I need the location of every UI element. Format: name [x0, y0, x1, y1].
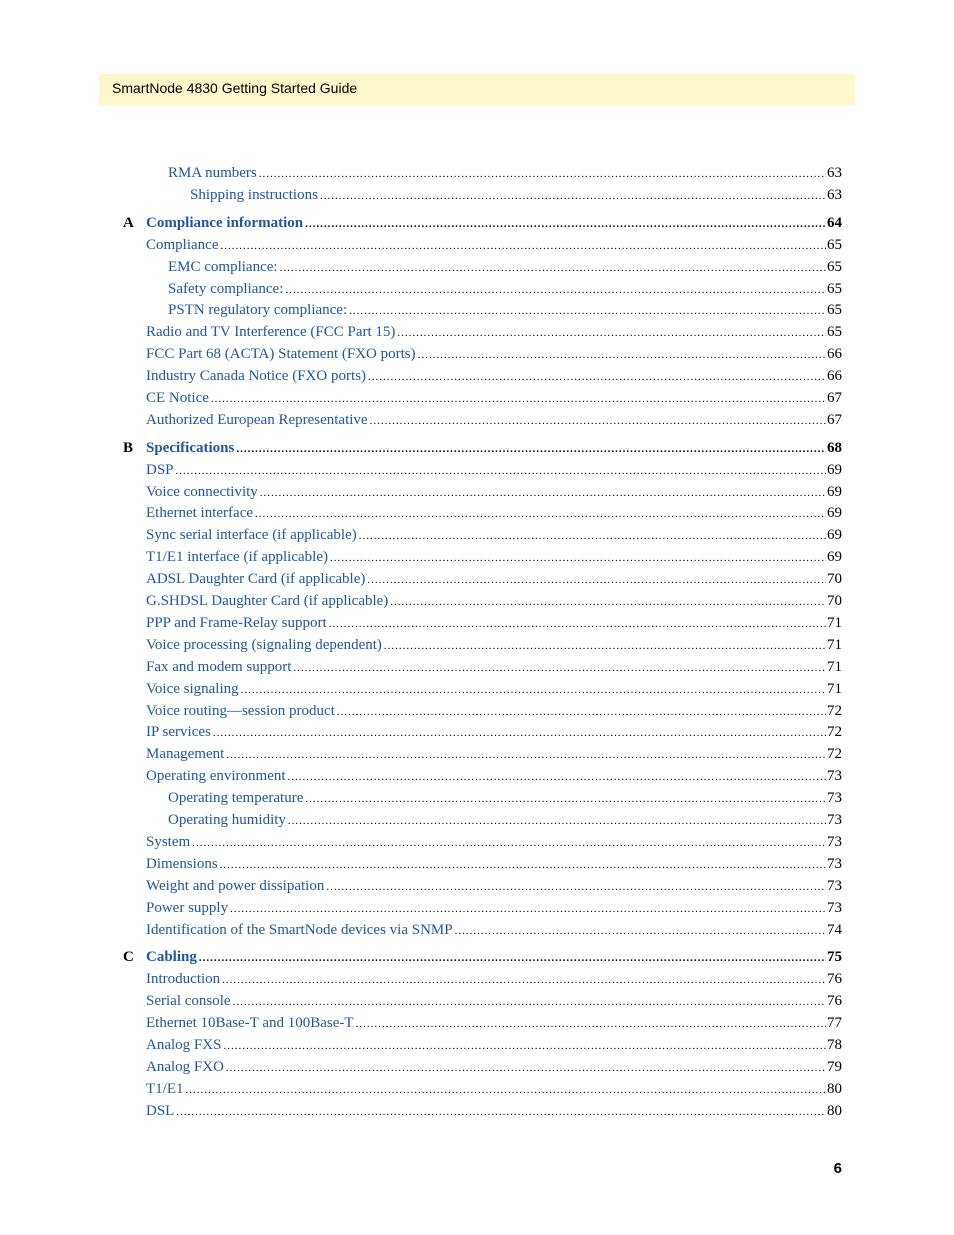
toc-entry-link[interactable] [146, 366, 842, 387]
dot-leader [384, 636, 826, 656]
toc-page-number: 69 [827, 505, 842, 521]
toc-page-number: 66 [827, 368, 842, 384]
toc-entry-label[interactable]: Ethernet interface [146, 505, 254, 521]
toc-entry-row[interactable] [0, 163, 954, 183]
toc-entry-label[interactable]: Voice signaling [146, 681, 239, 697]
toc-page-number: 73 [827, 878, 842, 894]
toc-entry-label[interactable]: Compliance [146, 237, 219, 253]
dot-leader [213, 723, 826, 743]
toc-page-number: 73 [827, 768, 842, 784]
toc-entry-link[interactable] [146, 1035, 842, 1056]
toc-entry-row[interactable] [0, 613, 954, 633]
toc-entry-row[interactable] [0, 591, 954, 611]
toc-entry-row[interactable] [0, 722, 954, 742]
toc-entry-label[interactable]: Radio and TV Interference (FCC Part 15) [146, 324, 396, 340]
toc-entry-row[interactable] [0, 766, 954, 786]
toc-page-number: 65 [827, 237, 842, 253]
toc-entry-link[interactable] [146, 235, 842, 256]
toc-page-number: 77 [827, 1015, 842, 1031]
toc-entry-link[interactable] [146, 947, 842, 968]
toc-entry-label[interactable]: Analog FXO [146, 1059, 224, 1075]
dot-leader [236, 439, 826, 459]
toc-entry-row[interactable] [0, 810, 954, 830]
toc-entry-label[interactable]: Authorized European Representative [146, 412, 368, 428]
toc-entry-link[interactable] [168, 788, 842, 809]
toc-entry-label[interactable]: Power supply [146, 900, 229, 916]
toc-page-number: 65 [827, 259, 842, 275]
dot-leader [293, 658, 826, 678]
toc-entry-label[interactable]: Voice routing—session product [146, 703, 335, 719]
toc-entry-link[interactable] [168, 257, 842, 278]
toc-entry-row[interactable] [0, 635, 954, 655]
dot-leader [223, 1036, 826, 1056]
toc-entry-label[interactable]: Voice connectivity [146, 484, 258, 500]
toc-entry-link[interactable] [146, 1057, 842, 1078]
toc-page-number: 76 [827, 993, 842, 1009]
toc-page-number: 72 [827, 703, 842, 719]
dot-leader [259, 164, 826, 184]
toc-entry-link[interactable] [146, 613, 842, 634]
toc-page-number: 72 [827, 724, 842, 740]
toc-page-number: 79 [827, 1059, 842, 1075]
toc-entry-row[interactable] [0, 788, 954, 808]
toc-entry-row[interactable] [0, 322, 954, 342]
toc-entry-link[interactable] [146, 460, 842, 481]
dot-leader [329, 614, 826, 634]
toc-entry-link[interactable] [146, 635, 842, 656]
toc-entry-label[interactable]: FCC Part 68 (ACTA) Statement (FXO ports) [146, 346, 416, 362]
toc-page-number: 80 [827, 1081, 842, 1097]
toc-entry-label[interactable]: Sync serial interface (if applicable) [146, 527, 357, 543]
toc-entry-row[interactable] [0, 503, 954, 523]
toc-entry-row[interactable] [0, 991, 954, 1011]
dot-leader [326, 877, 826, 897]
toc-entry-label[interactable]: IP services [146, 724, 211, 740]
toc-entry-label[interactable]: Voice processing (signaling dependent) [146, 637, 382, 653]
dot-leader [220, 236, 826, 256]
toc-entry-link[interactable] [168, 300, 842, 321]
toc-entry-link[interactable] [168, 279, 842, 300]
dot-leader [192, 833, 826, 853]
toc-page-number: 70 [827, 593, 842, 609]
toc-entry-row[interactable] [0, 235, 954, 255]
toc-page-number: 65 [827, 302, 842, 318]
toc-entry-row[interactable] [0, 657, 954, 677]
toc-entry-row[interactable] [0, 1057, 954, 1077]
dot-leader [390, 592, 826, 612]
toc-entry-label[interactable]: Safety compliance: [168, 281, 284, 297]
dot-leader [176, 1102, 826, 1122]
toc-page-number: 68 [827, 440, 842, 456]
dot-leader [255, 504, 826, 524]
toc-entry-link[interactable] [146, 991, 842, 1012]
toc-page-number: 71 [827, 615, 842, 631]
toc-page-number: 73 [827, 856, 842, 872]
toc-page-number: 63 [827, 165, 842, 181]
toc-entry-row[interactable] [0, 279, 954, 299]
toc-entry-label[interactable]: Shipping instructions [190, 187, 318, 203]
toc-entry-link[interactable] [146, 679, 842, 700]
toc-entry-link[interactable] [146, 920, 842, 941]
dot-leader [397, 323, 826, 343]
chapter-letter: B [123, 440, 134, 456]
toc-page-number: 75 [827, 949, 842, 965]
toc-page-number: 73 [827, 812, 842, 828]
toc-entry-link[interactable] [146, 344, 842, 365]
toc-page-number: 69 [827, 549, 842, 565]
dot-leader [356, 1014, 826, 1034]
toc-entry-row[interactable] [0, 1035, 954, 1055]
toc-page-number: 63 [827, 187, 842, 203]
toc-entry-label[interactable]: Cabling [146, 949, 197, 965]
toc-page-number: 71 [827, 659, 842, 675]
toc-page-number: 71 [827, 637, 842, 653]
toc-entry-link[interactable] [146, 1101, 842, 1122]
toc-entry-link[interactable] [146, 322, 842, 343]
dot-leader [199, 948, 826, 968]
dot-leader [280, 258, 826, 278]
toc-entry-link[interactable] [146, 569, 842, 590]
toc-page-number: 64 [827, 215, 842, 231]
dot-leader [186, 1080, 827, 1100]
toc-entry-label[interactable]: Introduction [146, 971, 221, 987]
toc-entry-row[interactable] [0, 1013, 954, 1033]
dot-leader [330, 548, 826, 568]
document-title: SmartNode 4830 Getting Started Guide [112, 80, 358, 96]
toc-entry-row[interactable] [0, 969, 954, 989]
dot-leader [226, 745, 826, 765]
toc-entry-label[interactable]: PPP and Frame-Relay support [146, 615, 327, 631]
chapter-letter: C [123, 949, 134, 965]
toc-entry-label[interactable]: Operating temperature [168, 790, 304, 806]
toc-entry-link[interactable] [146, 547, 842, 568]
toc-entry-label[interactable]: Weight and power dissipation [146, 878, 325, 894]
toc-entry-label[interactable]: Compliance information [146, 215, 304, 231]
toc-entry-row[interactable] [0, 366, 954, 386]
toc-entry-link[interactable] [146, 591, 842, 612]
toc-entry-row[interactable] [0, 388, 954, 408]
toc-entry-label[interactable]: CE Notice [146, 390, 209, 406]
toc-entry-label[interactable]: Dimensions [146, 856, 218, 872]
toc-entry-link[interactable] [146, 766, 842, 787]
toc-entry-link[interactable] [146, 876, 842, 897]
toc-entry-link[interactable] [146, 832, 842, 853]
dot-leader [260, 483, 826, 503]
toc-entry-link[interactable] [168, 810, 842, 831]
toc-entry-row[interactable] [0, 920, 954, 940]
toc-entry-link[interactable] [146, 854, 842, 875]
toc-entry-row[interactable] [0, 300, 954, 320]
toc-entry-row[interactable] [0, 460, 954, 480]
toc-page-number: 69 [827, 527, 842, 543]
dot-leader [288, 767, 826, 787]
page-number: 6 [833, 1160, 842, 1177]
toc-page-number: 67 [827, 390, 842, 406]
toc-entry-link[interactable] [146, 744, 842, 765]
toc-entry-label[interactable]: DSL [146, 1103, 175, 1119]
toc-entry-label[interactable]: Industry Canada Notice (FXO ports) [146, 368, 366, 384]
toc-page-number: 80 [827, 1103, 842, 1119]
dot-leader [368, 367, 826, 387]
toc-entry-row[interactable] [0, 854, 954, 874]
chapter-letter: A [123, 215, 134, 231]
toc-entry-link[interactable] [146, 701, 842, 722]
toc-entry-label[interactable]: RMA numbers [168, 165, 257, 181]
toc-entry-link[interactable] [146, 722, 842, 743]
toc-entry-link[interactable] [146, 1079, 842, 1100]
toc-page-number: 65 [827, 324, 842, 340]
dot-leader [220, 855, 826, 875]
dot-leader [349, 301, 826, 321]
dot-leader [211, 389, 826, 409]
dot-leader [370, 411, 826, 431]
toc-entry-label[interactable]: PSTN regulatory compliance: [168, 302, 348, 318]
toc-entry-link[interactable] [190, 185, 842, 206]
toc-entry-link[interactable] [146, 388, 842, 409]
toc-entry-label[interactable]: Serial console [146, 993, 231, 1009]
toc-entry-row[interactable] [0, 257, 954, 277]
toc-page-number: 69 [827, 462, 842, 478]
toc-page-number: 67 [827, 412, 842, 428]
toc-entry-label[interactable]: System [146, 834, 191, 850]
toc-entry-label[interactable]: ADSL Daughter Card (if applicable) [146, 571, 366, 587]
toc-entry-link[interactable] [146, 525, 842, 546]
toc-entry-row[interactable] [0, 410, 954, 430]
dot-leader [418, 345, 826, 365]
toc-page-number: 74 [827, 922, 842, 938]
running-header [99, 74, 855, 105]
toc-entry-label[interactable]: T1/E1 interface (if applicable) [146, 549, 328, 565]
toc-page-number: 73 [827, 900, 842, 916]
toc-entry-row[interactable] [0, 832, 954, 852]
dot-leader [226, 1058, 826, 1078]
toc-entry-label[interactable]: Operating humidity [168, 812, 286, 828]
toc-entry-row[interactable] [0, 525, 954, 545]
toc-entry-label[interactable]: DSP [146, 462, 174, 478]
toc-entry-link[interactable] [146, 969, 842, 990]
toc-entry-row[interactable] [0, 185, 954, 205]
dot-leader [305, 789, 826, 809]
dot-leader [222, 970, 826, 990]
toc-entry-label[interactable]: EMC compliance: [168, 259, 278, 275]
dot-leader [337, 702, 826, 722]
toc-page-number: 71 [827, 681, 842, 697]
toc-entry-row[interactable] [0, 898, 954, 918]
toc-page-number: 78 [827, 1037, 842, 1053]
toc-entry-row[interactable] [0, 1101, 954, 1121]
toc-page-number: 65 [827, 281, 842, 297]
toc-entry-row[interactable] [0, 569, 954, 589]
toc-entry-label[interactable]: Fax and modem support [146, 659, 292, 675]
dot-leader [320, 186, 826, 206]
toc-page-number: 66 [827, 346, 842, 362]
toc-entry-link[interactable] [168, 163, 842, 184]
dot-leader [455, 921, 826, 941]
dot-leader [367, 570, 826, 590]
dot-leader [359, 526, 826, 546]
dot-leader [285, 280, 826, 300]
toc-entry-link[interactable] [146, 657, 842, 678]
toc-entry-label[interactable]: T1/E1 [146, 1081, 184, 1097]
toc-entry-row[interactable] [0, 679, 954, 699]
toc-entry-link[interactable] [146, 438, 842, 459]
dot-leader [230, 899, 826, 919]
toc-page-number: 69 [827, 484, 842, 500]
toc-entry-row[interactable] [0, 876, 954, 896]
toc-entry-label[interactable]: Management [146, 746, 225, 762]
toc-page-number: 73 [827, 834, 842, 850]
toc-entry-row[interactable] [0, 482, 954, 502]
toc-entry-label[interactable]: Operating environment [146, 768, 286, 784]
dot-leader [241, 680, 826, 700]
toc-entry-row[interactable] [0, 547, 954, 567]
toc-entry-label[interactable]: Ethernet 10Base-T and 100Base-T [146, 1015, 354, 1031]
toc-page-number: 76 [827, 971, 842, 987]
toc-entry-row[interactable] [0, 344, 954, 364]
toc-page-number: 72 [827, 746, 842, 762]
toc-entry-row[interactable] [0, 744, 954, 764]
toc-entry-label[interactable]: Identification of the SmartNode devices via SNMP [146, 922, 453, 938]
dot-leader [176, 461, 826, 481]
toc-entry-link[interactable] [146, 482, 842, 503]
toc-page-number: 70 [827, 571, 842, 587]
toc-chapter-row[interactable] [0, 213, 954, 233]
toc-entry-link[interactable] [146, 213, 842, 234]
toc-entry-label[interactable]: Specifications [146, 440, 235, 456]
toc-entry-link[interactable] [146, 503, 842, 524]
toc-entry-row[interactable] [0, 1079, 954, 1099]
dot-leader [305, 214, 826, 234]
toc-entry-row[interactable] [0, 701, 954, 721]
toc-entry-label[interactable]: Analog FXS [146, 1037, 222, 1053]
toc-chapter-row[interactable] [0, 438, 954, 458]
dot-leader [233, 992, 826, 1012]
toc-entry-link[interactable] [146, 898, 842, 919]
toc-entry-link[interactable] [146, 410, 842, 431]
dot-leader [288, 811, 826, 831]
toc-chapter-row[interactable] [0, 947, 954, 967]
toc-entry-label[interactable]: G.SHDSL Daughter Card (if applicable) [146, 593, 389, 609]
toc-page-number: 73 [827, 790, 842, 806]
toc-entry-link[interactable] [146, 1013, 842, 1034]
